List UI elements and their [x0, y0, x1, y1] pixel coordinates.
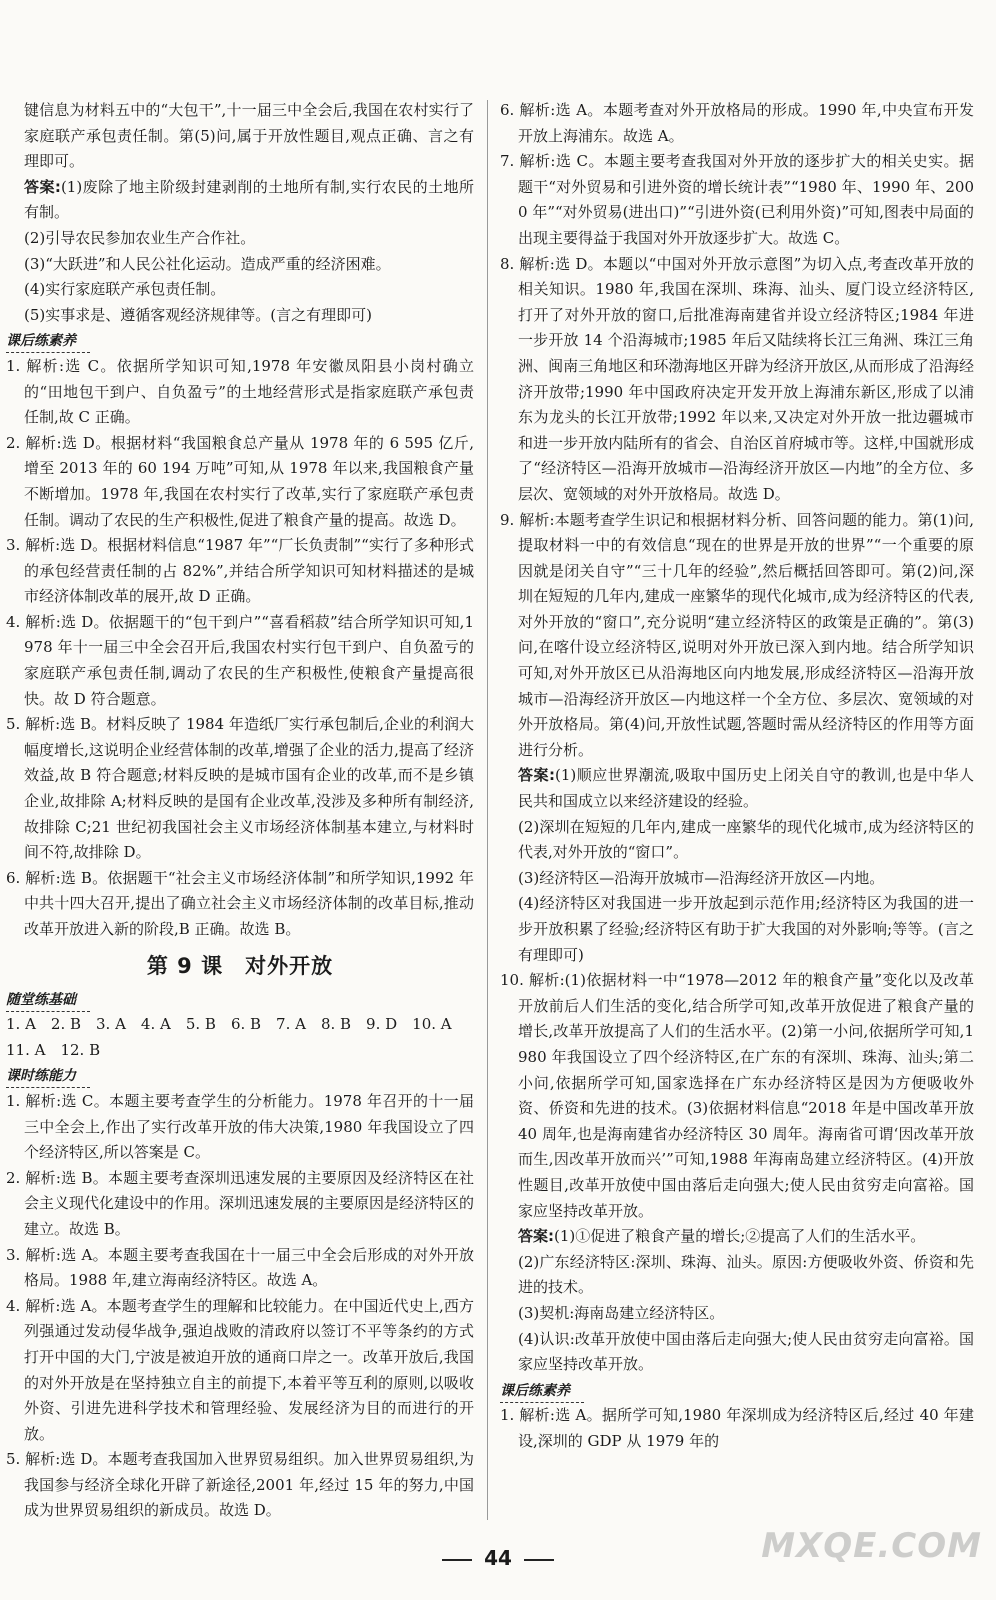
- list-item: 3. 解析:选 D。根据材料信息“1987 年”“厂长负责制”“实行了多种形式的承包经营责任制的占 82%”,并结合所学知识可知材料描述的是城市经济体制改革的展开,故 D 正确。: [6, 536, 474, 606]
- answer-text: (1)顺应世界潮流,吸取中国历史上闭关自守的教训,也是中华人民共和国成立以来经济建设的经验。: [518, 766, 974, 811]
- answer-line: (5)实事求是、遵循客观经济规律等。(言之有理即可): [24, 305, 372, 324]
- answer-line: (3)“大跃进”和人民公社化运动。造成严重的经济困难。: [24, 254, 391, 273]
- section-heading: 课时练能力: [6, 1065, 90, 1088]
- answer-line: (3)经济特区—沿海开放城市—沿海经济开放区—内地。: [518, 868, 885, 887]
- answer-label: 答案:: [518, 766, 555, 785]
- list-item: 4. 解析:选 D。依据题干的“包干到户”“喜看稻菽”结合所学知识可知,1978 年十一届三中全会召开后,我国农村实行包干到户、自负盈亏的家庭联产承包责任制,调动了农民的生产积极性,使粮食产量提高很快。故 D 符合题意。: [6, 612, 474, 708]
- continuation-text: 键信息为材料五中的“大包干”,十一届三中全会后,我国在农村实行了家庭联产承包责任制。第(5)问,属于开放性题目,观点正确、言之有理即可。: [24, 101, 474, 171]
- answer-text: (1)废除了地主阶级封建剥削的土地所有制,实行农民的土地所有制。: [24, 177, 474, 222]
- answer-line: (2)引导农民参加农业生产合作社。: [24, 228, 256, 247]
- list-item: 3. 解析:选 A。本题主要考查我国在十一届三中全会后形成的对外开放格局。1988 年,建立海南经济特区。故选 A。: [6, 1245, 474, 1290]
- list-item: 6. 解析:选 B。依据题干“社会主义市场经济体制”和所学知识,1992 年中共十四大召开,提出了确立社会主义市场经济体制的改革目标,推动改革开放进入新的阶段,B 正确。故选 B。: [6, 868, 474, 938]
- answer-block: [500, 1224, 974, 1250]
- left-dash: [442, 1559, 472, 1561]
- list-item: 1. 解析:选 A。据所学可知,1980 年深圳成为经济特区后,经过 40 年建设,深圳的 GDP 从 1979 年的: [500, 1406, 974, 1450]
- answer-line: (4)认识:改革开放使中国由落后走向强大;使人民由贫穷走向富裕。国家应坚持改革开放。: [518, 1329, 974, 1374]
- answer-text: (1)①促进了粮食产量的增长;②提高了人们的生活水平。: [554, 1227, 926, 1246]
- answer-key-row: 11. A 12. B: [6, 1040, 101, 1059]
- list-item: 9. 解析:本题考查学生识记和根据材料分析、回答问题的能力。第(1)问,提取材料一中的有效信息“现在的世界是开放的世界”“一个重要的原因就是闭关自守”“三十几年的经验”,然后概括回答即可。第(2)问,深圳在短短的几年内,建成一座繁华的现代化城市,成为经济特区的代表,对外开放的“窗口”,充分说明“建立经济特区的政策是正确的”。第(3)问,在喀什设立经济特区,说明对外开放已深入到内地。结合所学知识可知,对外开放区已从沿海地区向内地发展,形成经济特区—沿海开放城市—沿海经济开放区—内地这样一个全方位、多层次、宽领域的对外开放格局。第(4)问,开放性试题,答题时需从经济特区的作用等方面进行分析。: [500, 510, 974, 759]
- list-item: 2. 解析:选 B。本题主要考查深圳迅速发展的主要原因及经济特区在社会主义现代化建设中的作用。深圳迅速发展的主要原因是经济特区的建立。故选 B。: [6, 1168, 475, 1238]
- column-divider: [487, 100, 488, 1520]
- list-item: 2. 解析:选 D。根据材料“我国粮食总产量从 1978 年的 6 595 亿斤,增至 2013 年的 60 194 万吨”可知,从 1978 年以来,我国粮食产量不断增加。1978 年,我国在农村实行了改革,实行了家庭联产承包责任制。调动了农民的生产积极性,促进了粮食产量的提高。故选 D。: [6, 433, 474, 529]
- page-number-text: 44: [484, 1546, 512, 1570]
- list-item: 6. 解析:选 A。本题考查对外开放格局的形成。1990 年,中央宣布开发开放上海浦东。故选 A。: [500, 101, 974, 145]
- list-item: 10. 解析:(1)依据材料一中“1978—2012 年的粮食产量”变化以及改革开放前后人们生活的变化,结合所学可知,改革开放促进了粮食产量的增长,改革开放提高了人们的生活水平。(2)第一小问,依据所学可知,1980 年我国设立了四个经济特区,在广东的有深圳、珠海、汕头;第二小问,依据所学可知,国家选择在广东办经济特区是因为方便吸收外资、侨资和先进的技术。(3)依据材料信息“2018 年是中国改革开放 40 周年,也是海南建省办经济特区 30 周年。海南省可谓‘因改革开放而生,因改革开放而兴’”可知,1988 年海南岛建立经济特区。(4)开放性题目,改革开放使中国由落后走向强大;使人民由贫穷走向富裕。国家应坚持改革开放。: [500, 971, 974, 1220]
- list-item: 5. 解析:选 B。材料反映了 1984 年造纸厂实行承包制后,企业的利润大幅度增长,这说明企业经营体制的改革,增强了企业的活力,提高了经济效益,故 B 符合题意;材料反映的是城市国有企业的改革,而不是乡镇企业,故排除 A;材料反映的是国有企业改革,没涉及多种所有制经济,故排除 C;21 世纪初我国社会主义市场经济体制基本建立,与材料时间不符,故排除 D。: [6, 715, 474, 862]
- list-item: 4. 解析:选 A。本题考查学生的理解和比较能力。在中国近代史上,西方列强通过发动侵华战争,强迫战败的清政府以签订不平等条约的方式打开中国的大门,宁波是被迫开放的通商口岸之一。改革开放后,我国的对外开放是在坚持独立自主的前提下,本着平等互利的原则,以吸收外资、引进先进科学技术和管理经验、发展经济为目的而进行的开放。: [6, 1296, 474, 1443]
- left-column: [6, 98, 474, 1524]
- list-item: 7. 解析:选 C。本题主要考查我国对外开放的逐步扩大的相关史实。据题干“对外贸易和引进外资的增长统计表”“1980 年、1990 年、2000 年”“对外贸易(进出口)”“引进外资(已利用外资)”可知,图表中局面的出现主要得益于我国对外开放逐步扩大。故选 C。: [500, 152, 974, 247]
- list-item: 1. 解析:选 C。依据所学知识可知,1978 年安徽凤阳县小岗村确立的“田地包干到户、自负盈亏”的土地经营形式是指家庭联产承包责任制,故 C 正确。: [6, 356, 474, 427]
- answer-block: [6, 175, 474, 226]
- list-item: 5. 解析:选 D。本题考查我国加入世界贸易组织。加入世界贸易组织,为我国参与经济全球化开辟了新途径,2001 年,经过 15 年的努力,中国成为世界贸易组织的新成员。故选 D。: [6, 1450, 474, 1520]
- section-heading: 随堂练基础: [6, 989, 90, 1012]
- right-dash: [524, 1559, 554, 1561]
- section-heading: 课后练素养: [6, 330, 90, 353]
- list-item: 8. 解析:选 D。本题以“中国对外开放示意图”为切入点,考查改革开放的相关知识。1980 年,我国在深圳、珠海、汕头、厦门设立经济特区,打开了对外开放的窗口,后批准海南建省并设立经济特区;1984 年进一步开放 14 个沿海城市;1985 年后又陆续将长江三角洲、珠江三角洲、闽南三角地区和环渤海地区开辟为经济开放区,从而形成了沿海经济开放带;1990 年中国政府决定开发开放上海浦东新区,形成了以浦东为龙头的长江开放带;1992 年以来,又决定对外开放一批边疆城市和进一步开放内陆所有的省会、自治区首府城市等。这样,中国就形成了“经济特区—沿海开放城市—沿海经济开放区—内地”的全方位、多层次、宽领域的对外开放格局。故选 D。: [500, 254, 974, 503]
- list-item: 1. 解析:选 C。本题主要考查学生的分析能力。1978 年召开的十一届三中全会上,作出了实行改革开放的伟大决策,1980 年我国设立了四个经济特区,所以答案是 C。: [6, 1091, 474, 1162]
- answer-label: 答案:: [24, 177, 61, 196]
- watermark-logo: MXQE.COM: [761, 1526, 982, 1566]
- answer-line: (2)广东经济特区:深圳、珠海、汕头。原因:方便吸收外资、侨资和先进的技术。: [518, 1252, 974, 1297]
- section-heading: 课后练素养: [500, 1380, 584, 1403]
- answer-line: (3)契机:海南岛建立经济特区。: [518, 1303, 725, 1322]
- answer-line: (2)深圳在短短的几年内,建成一座繁华的现代化城市,成为经济特区的代表,对外开放的“窗口”。: [518, 817, 974, 862]
- answer-key-row: 1. A 2. B 3. A 4. A 5. B 6. B 7. A 8. B 9. D 10. A: [6, 1015, 452, 1034]
- answer-line: (4)经济特区对我国进一步开放起到示范作用;经济特区为我国的进一步开放积累了经验;经济特区有助于扩大我国的对外影响;等等。(言之有理即可): [518, 894, 974, 964]
- answer-label: 答案:: [518, 1227, 554, 1246]
- right-column: [500, 98, 974, 1454]
- lesson-title: 第 9 课 对外开放: [146, 953, 334, 978]
- answer-block: [500, 763, 974, 814]
- answer-line: (4)实行家庭联产承包责任制。: [24, 280, 226, 299]
